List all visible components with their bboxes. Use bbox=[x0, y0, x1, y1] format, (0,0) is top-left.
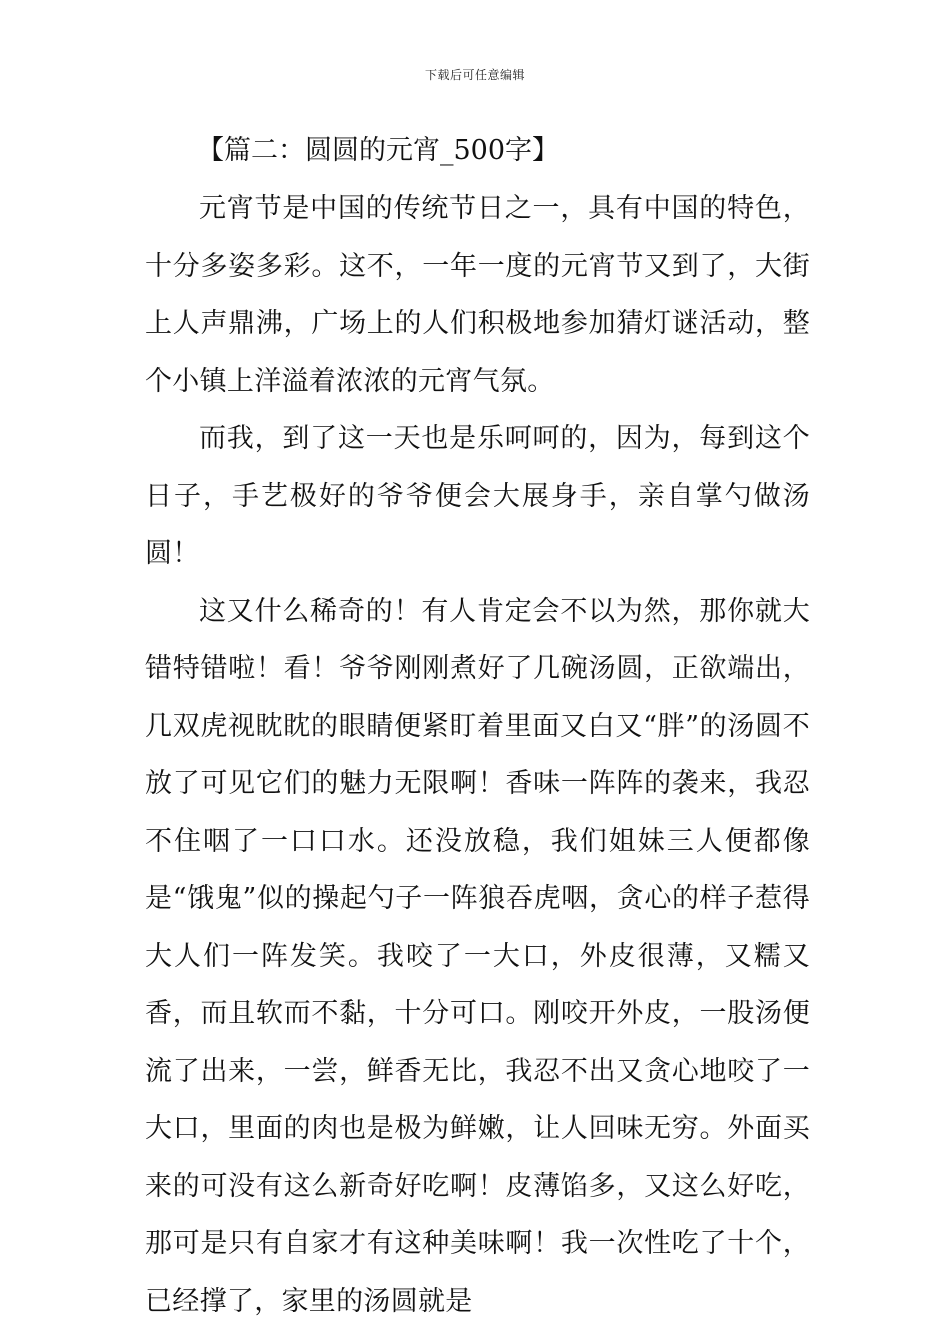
section-heading: 【篇二：圆圆的元宵_500字】 bbox=[197, 135, 560, 166]
paragraph-1: 元宵节是中国的传统节日之一，具有中国的特色，十分多姿多彩。这不，一年一度的元宵节又到了，大街上人声鼎沸，广场上的人们积极地参加猜灯谜活动，整个小镇上洋溢着浓浓的元宵气氛。 bbox=[145, 193, 810, 397]
header-note: 下载后可任意编辑 bbox=[424, 68, 525, 82]
paragraph-3: 这又什么稀奇的！有人肯定会不以为然，那你就大错特错啦！看！爷爷刚刚煮好了几碗汤圆，正欲端出，几双虎视眈眈的眼睛便紧盯着里面又白又“胖”的汤圆不放了可见它们的魅力无限啊！香味一阵阵的袭来，我忍不住咽了一口口水。还没放稳，我们姐妹三人便都像是“饿鬼”似的操起勺子一阵狼吞虎咽，贪心的样子惹得大人们一阵发笑。我咬了一大口，外皮很薄，又糯又香，而且软而不黏，十分可口。刚咬开外皮，一股汤便流了出来，一尝，鲜香无比，我忍不出又贪心地咬了一大口，里面的肉也是极为鲜嫩，让人回味无穷。外面买来的可没有这么新奇好吃啊！皮薄馅多，又这么好吃，那可是只有自家才有这种美味啊！我一次性吃了十个，已经撑了，家里的汤圆就是 bbox=[145, 595, 810, 1317]
paragraph-2: 而我，到了这一天也是乐呵呵的，因为，每到这个日子，手艺极好的爷爷便会大展身手，亲自掌勺做汤圆！ bbox=[145, 423, 810, 569]
document-body bbox=[145, 122, 810, 1330]
